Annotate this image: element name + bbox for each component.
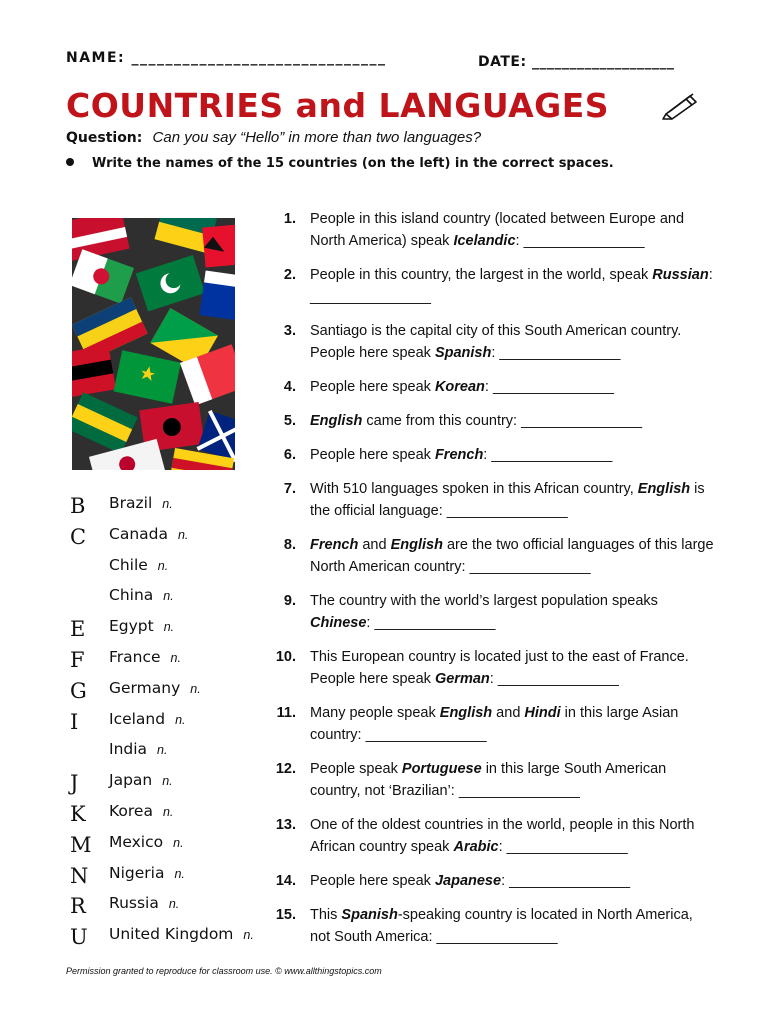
question-text-segment: This European country is located just to the east of France. People here speak — [310, 649, 689, 687]
country-letter: N — [70, 863, 89, 888]
country-letter: B — [70, 494, 86, 518]
question-text-segment: : _______________ — [310, 267, 713, 305]
question-number: 12. — [275, 761, 296, 777]
language-keyword: Russian — [652, 267, 709, 283]
question-number: 4. — [283, 379, 296, 395]
question-text-segment: : _______________ — [483, 447, 613, 463]
country-name-text: Canada — [109, 524, 168, 543]
part-of-speech: n. — [162, 774, 173, 789]
question-text-segment: People in this country, the largest in the world, speak — [310, 267, 653, 283]
country-name-text: Nigeria — [109, 863, 165, 882]
language-keyword: Hindi — [524, 705, 561, 721]
question-text-segment: and — [358, 537, 391, 553]
question-text-segment: came from this country: _______________ — [362, 413, 643, 429]
part-of-speech: n. — [163, 589, 174, 604]
question-text — [310, 702, 715, 746]
country-name — [109, 648, 181, 666]
country-name — [109, 925, 254, 943]
country-name — [109, 833, 184, 851]
date-field-label: DATE: ___________________ — [478, 54, 675, 70]
country-letter: C — [70, 524, 87, 549]
question-text-segment: : _______________ — [484, 379, 614, 395]
question-number: 13. — [275, 817, 296, 833]
part-of-speech: n. — [175, 712, 186, 727]
bullet-dot-icon — [66, 158, 74, 166]
country-name-text: United Kingdom — [109, 925, 234, 944]
question-text-segment: in this large South American country, not ‘Brazilian’: _______________ — [310, 761, 667, 799]
country-letter: J — [70, 771, 79, 796]
question-text-segment: People here speak — [310, 447, 435, 463]
question-text-segment: : _______________ — [498, 839, 628, 855]
question-text — [310, 444, 715, 466]
question-text-segment: People here speak — [310, 873, 435, 889]
question-text — [310, 208, 715, 252]
country-name-text: Germany — [109, 678, 181, 697]
question-text — [310, 320, 715, 364]
country-name — [109, 494, 173, 512]
country-name — [109, 679, 201, 697]
country-letter: E — [70, 617, 86, 642]
country-name — [109, 617, 174, 635]
country-name — [109, 802, 173, 820]
question-number: 6. — [283, 447, 296, 463]
question-text — [310, 646, 715, 690]
question-text-segment: This — [310, 907, 342, 923]
country-name-text: Brazil — [109, 494, 153, 512]
question-number: 14. — [275, 873, 296, 889]
language-keyword: English — [439, 705, 493, 721]
question-text-segment: : _______________ — [501, 873, 631, 889]
question-text-segment: : _______________ — [366, 615, 496, 631]
question-text: Can you say “Hello” in more than two languages? — [152, 129, 482, 146]
question-label: Question: — [66, 130, 143, 146]
part-of-speech: n. — [157, 558, 169, 573]
instruction-text: Write the names of the 15 countries (on the left) in the correct spaces. — [92, 156, 614, 171]
question-number: 9. — [283, 593, 296, 609]
question-text-segment: -speaking country is located in North America, not South America: _______________ — [310, 907, 693, 945]
question-text — [310, 264, 715, 308]
language-keyword: French — [434, 447, 484, 463]
language-keyword: Arabic — [453, 839, 499, 855]
question-text — [310, 590, 715, 634]
language-keyword: Spanish — [341, 907, 398, 923]
country-letter: M — [70, 832, 92, 857]
part-of-speech: n. — [170, 650, 181, 665]
language-keyword: English — [390, 537, 443, 553]
country-letter: U — [70, 925, 88, 950]
pencil-icon — [660, 90, 700, 120]
part-of-speech: n. — [174, 866, 185, 881]
language-keyword: English — [310, 413, 363, 429]
question-text-segment: Many people speak — [310, 705, 440, 721]
question-text-segment: People here speak — [310, 379, 435, 395]
instruction-line — [66, 156, 614, 171]
question-text — [310, 870, 715, 892]
part-of-speech: n. — [163, 620, 175, 635]
question-text-segment: People in this island country (located between Europe and North America) speak — [310, 211, 685, 249]
question-number: 3. — [283, 323, 296, 339]
part-of-speech: n. — [177, 527, 189, 542]
country-name-text: India — [109, 740, 148, 759]
question-number: 7. — [283, 481, 296, 497]
country-name — [109, 894, 179, 912]
question-text — [310, 410, 715, 432]
country-name-text: China — [109, 586, 154, 605]
question-text — [310, 904, 715, 948]
page-title: COUNTRIES and LANGUAGES — [66, 86, 610, 125]
question-number: 5. — [283, 413, 296, 429]
country-name-text: Japan — [109, 771, 153, 790]
question-number: 10. — [275, 649, 296, 665]
question-line — [66, 129, 481, 146]
question-text — [310, 814, 715, 858]
language-keyword: Chinese — [310, 615, 367, 631]
question-number: 8. — [283, 537, 296, 553]
language-keyword: Icelandic — [453, 233, 516, 249]
part-of-speech: n. — [243, 928, 254, 943]
language-keyword: Portuguese — [401, 761, 482, 777]
country-letter: R — [70, 894, 86, 919]
question-text-segment: : _______________ — [515, 233, 645, 249]
name-field-label: NAME: ______________________________ — [66, 50, 387, 66]
footer-permission: Permission granted to reproduce for classroom use. © www.allthingstopics.com — [66, 966, 382, 976]
country-name — [109, 525, 188, 543]
question-text-segment: : _______________ — [491, 345, 621, 361]
question-text — [310, 758, 715, 802]
language-keyword: German — [434, 671, 490, 687]
country-name-text: Russia — [109, 894, 159, 913]
question-text-segment: are the two official languages of this large North American country: _______________ — [310, 537, 714, 575]
question-text — [310, 478, 715, 522]
question-text — [310, 376, 715, 398]
country-name — [109, 771, 173, 789]
language-keyword: Spanish — [434, 345, 492, 361]
part-of-speech: n. — [173, 835, 184, 850]
part-of-speech: n. — [162, 497, 173, 511]
question-text-segment: and — [492, 705, 525, 721]
country-name — [109, 710, 186, 728]
flags-collage-image — [72, 218, 235, 470]
question-number: 15. — [275, 907, 296, 923]
country-name-text: Korea — [109, 801, 153, 820]
country-name-text: France — [109, 647, 161, 666]
question-text-segment: : _______________ — [489, 671, 619, 687]
country-name-text: Egypt — [109, 617, 154, 636]
country-name — [109, 864, 185, 882]
language-keyword: English — [637, 481, 691, 497]
question-number: 11. — [276, 705, 296, 721]
question-text — [310, 534, 715, 578]
country-name — [109, 740, 167, 758]
country-name-text: Mexico — [109, 832, 164, 851]
question-text-segment: is the official language: _______________ — [310, 481, 705, 519]
language-keyword: Japanese — [434, 873, 502, 889]
question-text-segment: in this large Asian country: _______________ — [310, 705, 679, 743]
language-keyword: Korean — [434, 379, 485, 395]
country-letter: G — [70, 678, 87, 703]
question-number: 2. — [283, 267, 296, 283]
question-text-segment: One of the oldest countries in the world, people in this North African country speak — [310, 817, 695, 855]
language-keyword: French — [310, 537, 359, 553]
part-of-speech: n. — [157, 743, 168, 758]
country-letter: K — [70, 801, 86, 826]
part-of-speech: n. — [168, 897, 180, 912]
country-name-text: Iceland — [109, 709, 166, 728]
part-of-speech: n. — [190, 681, 201, 696]
question-text-segment: People speak — [310, 761, 402, 777]
country-name — [109, 556, 168, 574]
country-name — [109, 586, 174, 604]
question-text-segment: The country with the world’s largest population speaks — [310, 593, 658, 609]
question-text-segment: With 510 languages spoken in this African country, — [310, 481, 638, 497]
country-letter: F — [70, 647, 85, 672]
part-of-speech: n. — [162, 804, 174, 819]
country-name-text: Chile — [109, 555, 148, 574]
country-letter: I — [70, 709, 79, 734]
question-text-segment: Santiago is the capital city of this South American country. People here speak — [310, 323, 682, 361]
question-number: 1. — [283, 211, 296, 227]
